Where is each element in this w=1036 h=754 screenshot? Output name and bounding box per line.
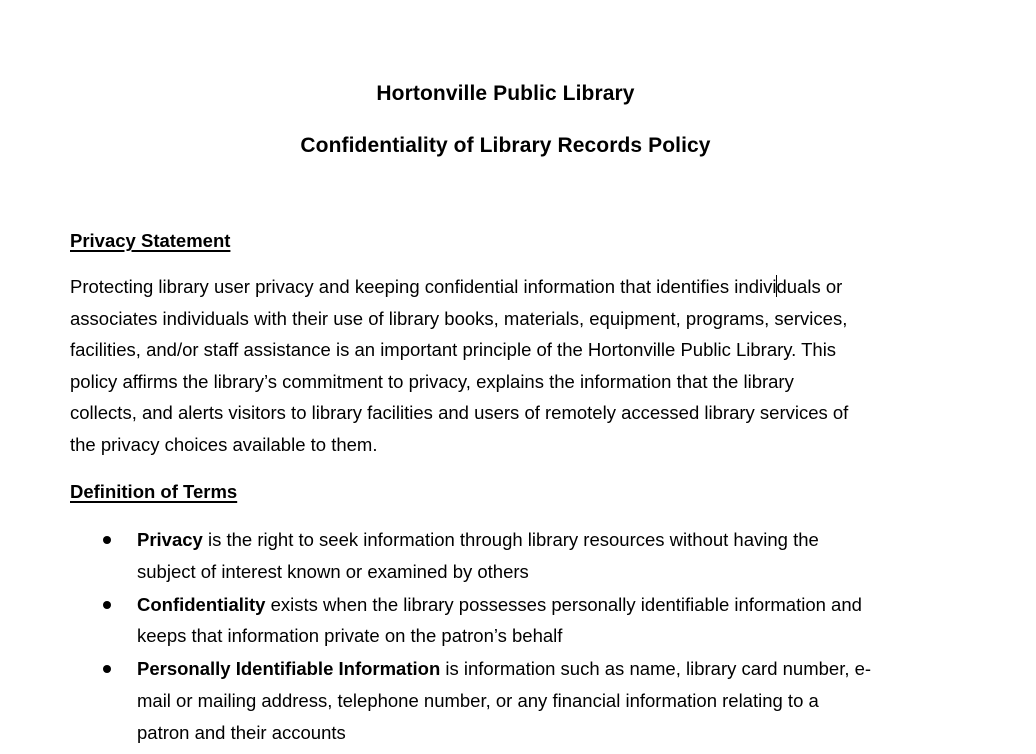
section-heading-definition-of-terms: Definition of Terms — [70, 481, 238, 502]
paragraph-line: facilities, and/or staff assistance is an important principle of the Hortonville Public Library. This — [70, 339, 837, 361]
paragraph-line: policy affirms the library’s commitment to privacy, explains the information that the library — [70, 370, 794, 392]
term-definition: is the right to seek information through library resources without having the — [202, 529, 819, 550]
list-item-privacy[interactable] — [0, 524, 957, 587]
list-item-line: subject of interest known or examined by others — [137, 560, 529, 582]
bullet-icon — [103, 601, 111, 609]
privacy-statement-paragraph[interactable] — [70, 271, 950, 461]
document-title: Hortonville Public Library — [376, 82, 635, 105]
term-definition: is information such as name, library card number, e- — [440, 658, 872, 680]
list-item-line: patron and their accounts — [137, 721, 346, 743]
bullet-icon — [103, 665, 111, 673]
list-item-confidentiality[interactable] — [0, 589, 957, 652]
list-item-line: keeps that information private on the patron’s behalf — [137, 625, 563, 647]
paragraph-line: the privacy choices available to them. — [70, 433, 378, 455]
section-heading-privacy-statement: Privacy Statement — [70, 230, 231, 251]
bullet-icon — [103, 536, 111, 544]
term-label: Personally Identifiable Information — [137, 658, 441, 680]
list-item-line — [137, 524, 957, 556]
text-before-caret: Protecting library user privacy and keeping confidential information that identifies indivi — [70, 276, 777, 297]
paragraph-line: associates individuals with their use of library books, materials, equipment, programs, services, — [70, 307, 848, 329]
term-label: Confidentiality — [137, 593, 266, 615]
definition-list — [0, 524, 1036, 750]
list-item-line: mail or mailing address, telephone number, or any financial information relating to a — [137, 689, 819, 711]
text-after-caret: duals or — [776, 276, 843, 297]
paragraph-line — [70, 271, 950, 303]
term-definition: exists when the library possesses personally identifiable information and — [265, 593, 862, 615]
list-item-line — [137, 653, 957, 685]
document-subtitle: Confidentiality of Library Records Policy — [300, 134, 711, 157]
paragraph-line: collects, and alerts visitors to library facilities and users of remotely accessed library services of — [70, 402, 849, 424]
list-item-personally-identifiable-information[interactable] — [0, 653, 957, 748]
list-item-line — [137, 589, 957, 621]
term-label: Privacy — [137, 529, 203, 550]
